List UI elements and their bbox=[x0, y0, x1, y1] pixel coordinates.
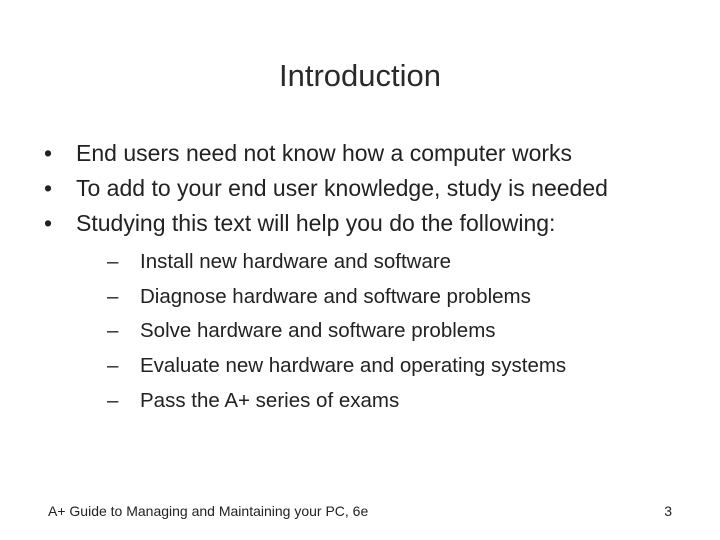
subbullet-item bbox=[76, 349, 704, 384]
subbullet-item bbox=[76, 280, 704, 315]
subbullet-item bbox=[76, 384, 704, 419]
bullet-item bbox=[44, 136, 704, 171]
page-number: 3 bbox=[664, 503, 672, 519]
subbullet-text: Install new hardware and software bbox=[140, 250, 452, 273]
subbullet-text: Diagnose hardware and software problems bbox=[140, 284, 531, 308]
bullet-list bbox=[44, 136, 704, 419]
bullet-text: End users need not know how a computer works bbox=[76, 140, 573, 166]
bullet-marker: • bbox=[44, 210, 53, 236]
bullet-marker: • bbox=[44, 140, 53, 166]
bullet-item bbox=[44, 171, 704, 206]
subbullet-marker: – bbox=[107, 388, 119, 412]
slide-footer: A+ Guide to Managing and Maintaining your PC, 6e bbox=[48, 503, 369, 519]
subbullet-marker: – bbox=[107, 250, 119, 273]
subbullet-marker: – bbox=[107, 284, 119, 308]
subbullet-list bbox=[76, 245, 704, 419]
subbullet-item bbox=[76, 314, 704, 349]
subbullet-marker: – bbox=[107, 354, 119, 378]
bullet-marker: • bbox=[44, 175, 53, 201]
bullet-text: To add to your end user knowledge, study is needed bbox=[76, 175, 608, 201]
subbullet-item bbox=[76, 245, 704, 280]
bullet-text: Studying this text will help you do the following: bbox=[76, 210, 556, 236]
subbullet-text: Solve hardware and software problems bbox=[140, 319, 496, 343]
subbullet-text: Evaluate new hardware and operating systems bbox=[140, 354, 567, 378]
subbullet-marker: – bbox=[107, 319, 119, 343]
slide-title: Introduction bbox=[279, 58, 441, 93]
subbullet-text: Pass the A+ series of exams bbox=[140, 388, 400, 412]
bullet-item bbox=[44, 206, 704, 419]
